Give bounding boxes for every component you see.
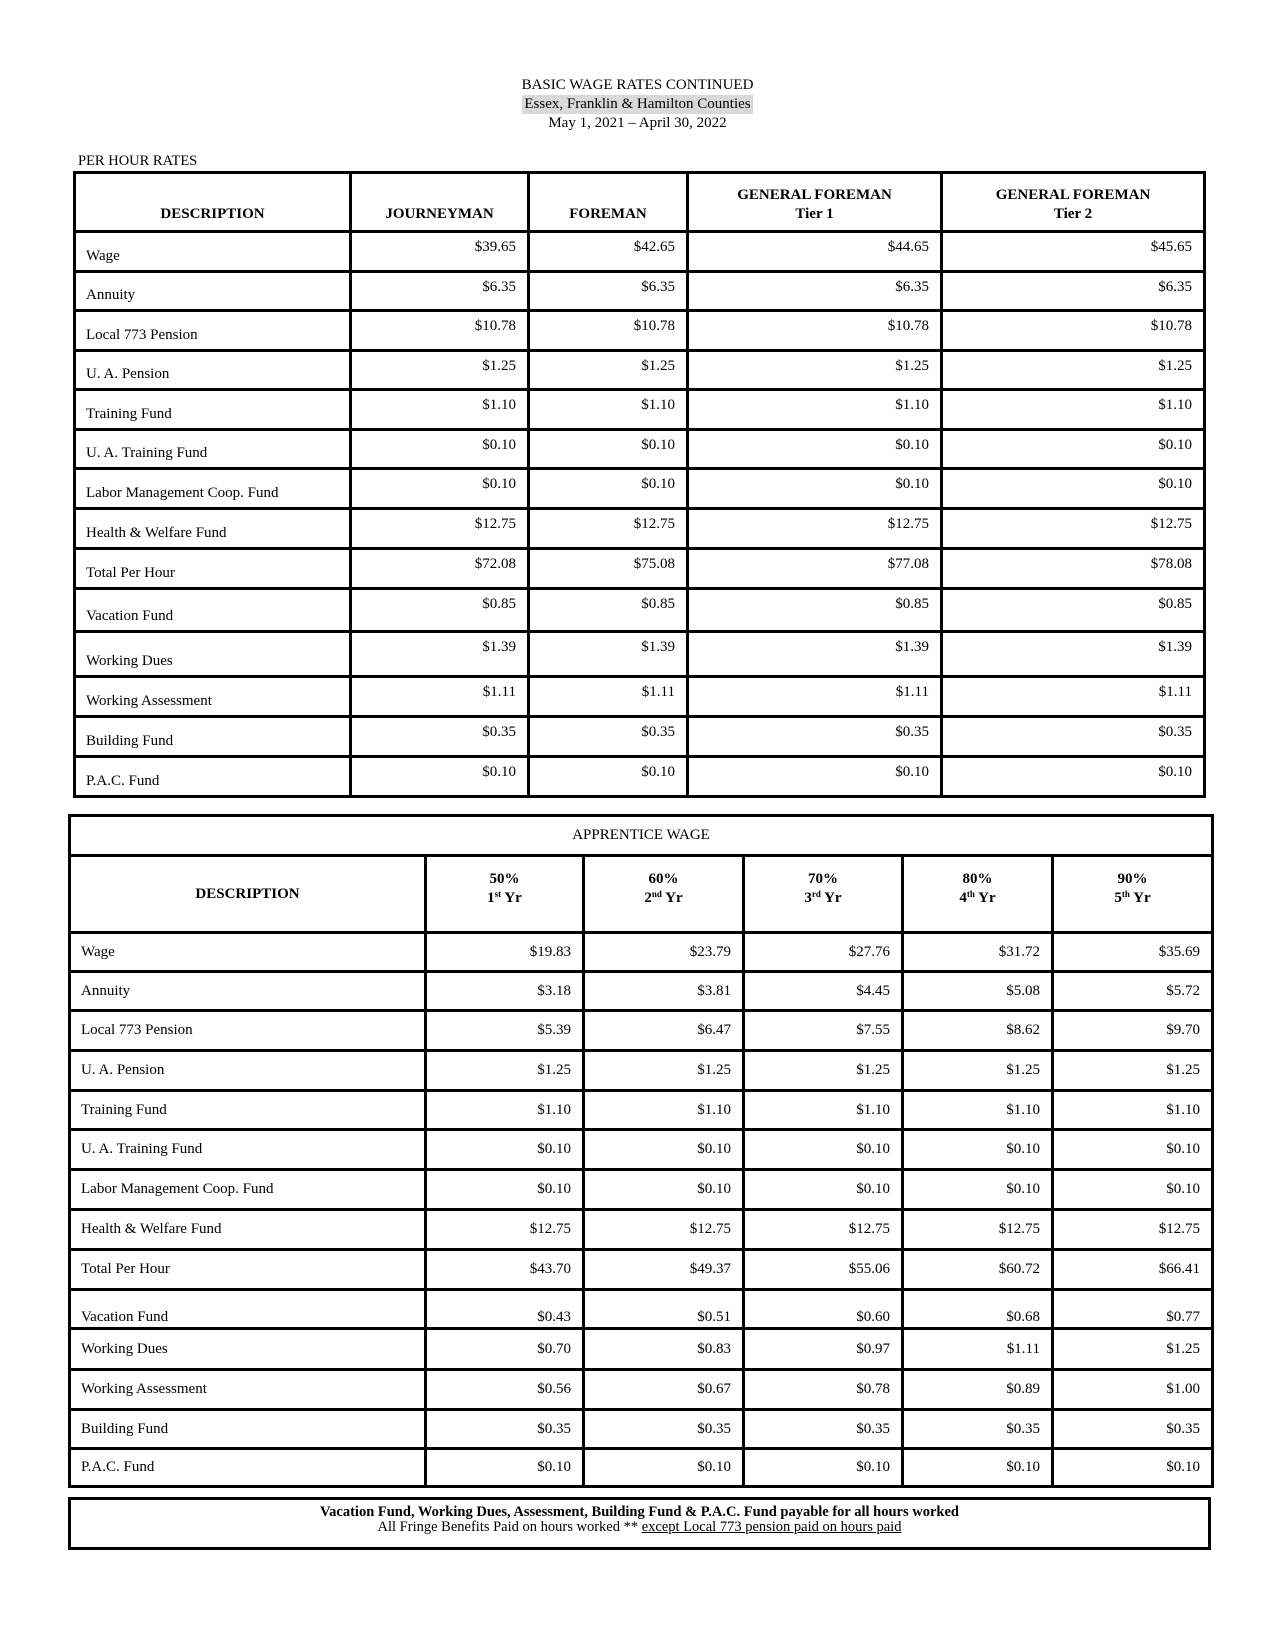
rate-cell: $23.79: [584, 933, 744, 972]
pct-label: 90%: [1117, 871, 1148, 887]
rate-cell: $1.10: [903, 1091, 1053, 1130]
row-label: Working Dues: [75, 632, 351, 677]
row-label: Training Fund: [70, 1091, 426, 1130]
rate-cell: $1.39: [529, 632, 688, 677]
table-row: [70, 1091, 1213, 1130]
rate-cell: $1.39: [688, 632, 942, 677]
row-label: Working Assessment: [70, 1370, 426, 1410]
table-header-row: [70, 856, 1213, 933]
row-label: U. A. Training Fund: [75, 430, 351, 469]
rate-cell: $1.25: [1053, 1329, 1213, 1370]
rate-cell: $66.41: [1053, 1250, 1213, 1290]
table-row: [75, 632, 1205, 677]
rate-cell: $0.10: [903, 1449, 1053, 1487]
rate-cell: $6.35: [942, 272, 1205, 311]
pct-label: 50%: [489, 871, 520, 887]
rate-cell: $12.75: [351, 509, 529, 549]
footnote-box: [68, 1497, 1211, 1550]
rate-cell: $19.83: [426, 933, 584, 972]
rate-cell: $0.10: [351, 430, 529, 469]
rate-cell: $6.35: [688, 272, 942, 311]
pct-label: 60%: [648, 871, 679, 887]
rate-cell: $10.78: [351, 311, 529, 351]
rate-cell: $0.35: [942, 717, 1205, 757]
per-hour-rates-label: PER HOUR RATES: [78, 153, 198, 169]
rate-cell: $0.35: [426, 1410, 584, 1449]
rate-cell: $0.35: [584, 1410, 744, 1449]
rate-cell: $0.35: [744, 1410, 903, 1449]
rate-cell: $1.25: [351, 351, 529, 390]
rate-cell: $12.75: [584, 1210, 744, 1250]
header-line: GENERAL FOREMAN: [995, 187, 1151, 203]
rate-cell: $1.25: [584, 1051, 744, 1091]
rate-cell: $1.25: [426, 1051, 584, 1091]
apprentice-wage-title: APPRENTICE WAGE: [70, 816, 1213, 856]
rate-cell: $0.10: [426, 1130, 584, 1170]
col-header-year-1: [426, 856, 584, 933]
col-header-general-foreman-tier2: [942, 173, 1205, 232]
rate-cell: $1.11: [942, 677, 1205, 717]
header-line: Tier 1: [795, 206, 834, 222]
table-row: [75, 390, 1205, 430]
footnote-underlined-text: except Local 773 pension paid on hours paid: [641, 1519, 902, 1535]
rate-cell: $0.10: [688, 469, 942, 509]
rate-cell: $3.18: [426, 972, 584, 1011]
year-num: 5: [1114, 890, 1122, 906]
rate-cell: $4.45: [744, 972, 903, 1011]
yr-label: Yr: [978, 890, 996, 906]
rate-cell: $0.10: [1053, 1130, 1213, 1170]
rate-cell: $72.08: [351, 549, 529, 589]
rate-cell: $12.75: [942, 509, 1205, 549]
region-highlight: Essex, Franklin & Hamilton Counties: [524, 96, 751, 112]
rate-cell: $0.10: [1053, 1449, 1213, 1487]
rate-cell: $0.10: [529, 430, 688, 469]
rate-cell: $27.76: [744, 933, 903, 972]
rate-cell: $0.10: [529, 757, 688, 797]
table-row: [75, 589, 1205, 632]
rate-cell: $49.37: [584, 1250, 744, 1290]
rate-cell: $0.67: [584, 1370, 744, 1410]
row-label: Working Dues: [70, 1329, 426, 1370]
rate-cell: $1.39: [942, 632, 1205, 677]
row-label: Training Fund: [75, 390, 351, 430]
row-label: U. A. Pension: [70, 1051, 426, 1091]
footnote-line-1: Vacation Fund, Working Dues, Assessment, Building Fund & P.A.C. Fund payable for all hours worked: [320, 1504, 959, 1520]
rate-cell: $35.69: [1053, 933, 1213, 972]
ordinal-suffix: nd: [651, 889, 662, 899]
col-header-journeyman: JOURNEYMAN: [351, 173, 529, 232]
row-label: Labor Management Coop. Fund: [75, 469, 351, 509]
rate-cell: $1.39: [351, 632, 529, 677]
year-num: 1: [487, 890, 495, 906]
rate-cell: $0.35: [351, 717, 529, 757]
yr-label: Yr: [1133, 890, 1151, 906]
rate-cell: $1.10: [584, 1091, 744, 1130]
row-label: Local 773 Pension: [75, 311, 351, 351]
rate-cell: $9.70: [1053, 1011, 1213, 1051]
rate-cell: $45.65: [942, 232, 1205, 272]
table-row: [75, 469, 1205, 509]
rate-cell: $0.10: [1053, 1170, 1213, 1210]
table-row: [75, 311, 1205, 351]
rate-cell: $0.10: [688, 757, 942, 797]
rate-cell: $1.10: [351, 390, 529, 430]
row-label: Building Fund: [70, 1410, 426, 1449]
table-row: [70, 1329, 1213, 1370]
apprentice-wage-table: [68, 814, 1214, 1488]
rate-cell: $0.10: [584, 1170, 744, 1210]
col-header-foreman: FOREMAN: [529, 173, 688, 232]
rate-cell: $0.10: [426, 1170, 584, 1210]
rate-cell: $5.08: [903, 972, 1053, 1011]
rate-cell: $0.10: [942, 469, 1205, 509]
rate-cell: $1.10: [942, 390, 1205, 430]
col-header-year-4: [903, 856, 1053, 933]
ordinal-suffix: th: [966, 889, 975, 899]
table-row: [75, 549, 1205, 589]
rate-cell: $42.65: [529, 232, 688, 272]
table-row: [70, 1290, 1213, 1329]
document-header: [0, 76, 1275, 133]
rate-cell: $0.68: [903, 1290, 1053, 1329]
ordinal-suffix: rd: [811, 889, 821, 899]
col-header-year-5: [1053, 856, 1213, 933]
table-row: [70, 1250, 1213, 1290]
row-label: Labor Management Coop. Fund: [70, 1170, 426, 1210]
rate-cell: $1.11: [351, 677, 529, 717]
row-label: Wage: [70, 933, 426, 972]
table-row: [70, 972, 1213, 1011]
row-label: Building Fund: [75, 717, 351, 757]
row-label: Local 773 Pension: [70, 1011, 426, 1051]
table-row: [75, 509, 1205, 549]
rate-cell: $5.39: [426, 1011, 584, 1051]
rate-cell: $1.25: [903, 1051, 1053, 1091]
date-range: May 1, 2021 – April 30, 2022: [548, 115, 727, 131]
table-row: [75, 677, 1205, 717]
table-row: [75, 232, 1205, 272]
table-row: [70, 1011, 1213, 1051]
rate-cell: $1.25: [1053, 1051, 1213, 1091]
footnote-text: All Fringe Benefits Paid on hours worked **: [377, 1519, 642, 1535]
row-label: Wage: [75, 232, 351, 272]
rate-cell: $39.65: [351, 232, 529, 272]
rate-cell: $0.10: [584, 1130, 744, 1170]
col-header-description: DESCRIPTION: [70, 856, 426, 933]
rate-cell: $1.10: [744, 1091, 903, 1130]
table-title-row: [70, 816, 1213, 856]
rate-cell: $31.72: [903, 933, 1053, 972]
rate-cell: $0.77: [1053, 1290, 1213, 1329]
header-line: Tier 2: [1053, 206, 1093, 222]
table-row: [75, 272, 1205, 311]
rate-cell: $1.10: [1053, 1091, 1213, 1130]
rate-cell: $1.11: [529, 677, 688, 717]
table-row: [75, 757, 1205, 797]
rate-cell: $75.08: [529, 549, 688, 589]
col-header-general-foreman-tier1: [688, 173, 942, 232]
rate-cell: $0.85: [942, 589, 1205, 632]
rate-cell: $60.72: [903, 1250, 1053, 1290]
rate-cell: $12.75: [1053, 1210, 1213, 1250]
rate-cell: $0.10: [744, 1130, 903, 1170]
rate-cell: $1.25: [942, 351, 1205, 390]
rate-cell: $0.10: [351, 757, 529, 797]
yr-label: Yr: [824, 890, 842, 906]
ordinal-suffix: th: [1121, 889, 1130, 899]
rate-cell: $43.70: [426, 1250, 584, 1290]
rate-cell: $1.25: [744, 1051, 903, 1091]
footnote-line-2: [71, 1520, 1208, 1535]
per-hour-rates-table: [73, 171, 1206, 798]
rate-cell: $12.75: [903, 1210, 1053, 1250]
col-header-year-2: [584, 856, 744, 933]
rate-cell: $0.10: [942, 757, 1205, 797]
rate-cell: $5.72: [1053, 972, 1213, 1011]
year-num: 3: [804, 890, 812, 906]
table-row: [70, 1170, 1213, 1210]
header-line: GENERAL FOREMAN: [737, 187, 892, 203]
rate-cell: $0.85: [688, 589, 942, 632]
table-row: [70, 1410, 1213, 1449]
table-row: [70, 1449, 1213, 1487]
document-title: BASIC WAGE RATES CONTINUED: [521, 77, 754, 93]
row-label: Health & Welfare Fund: [75, 509, 351, 549]
rate-cell: $12.75: [688, 509, 942, 549]
year-num: 4: [959, 890, 967, 906]
rate-cell: $7.55: [744, 1011, 903, 1051]
rate-cell: $0.10: [744, 1449, 903, 1487]
pct-label: 80%: [962, 871, 993, 887]
rate-cell: $0.10: [351, 469, 529, 509]
rate-cell: $1.10: [426, 1091, 584, 1130]
rate-cell: $0.35: [529, 717, 688, 757]
rate-cell: $12.75: [529, 509, 688, 549]
rate-cell: $10.78: [942, 311, 1205, 351]
table-row: [70, 1370, 1213, 1410]
rate-cell: $1.25: [688, 351, 942, 390]
rate-cell: $0.60: [744, 1290, 903, 1329]
rate-cell: $0.35: [903, 1410, 1053, 1449]
rate-cell: $0.10: [529, 469, 688, 509]
row-label: U. A. Training Fund: [70, 1130, 426, 1170]
row-label: U. A. Pension: [75, 351, 351, 390]
row-label: P.A.C. Fund: [70, 1449, 426, 1487]
table-row: [75, 717, 1205, 757]
yr-label: Yr: [504, 890, 522, 906]
rate-cell: $0.10: [744, 1170, 903, 1210]
rate-cell: $77.08: [688, 549, 942, 589]
row-label: Health & Welfare Fund: [70, 1210, 426, 1250]
col-header-year-3: [744, 856, 903, 933]
rate-cell: $12.75: [426, 1210, 584, 1250]
table-row: [70, 1051, 1213, 1091]
year-num: 2: [644, 890, 652, 906]
rate-cell: $3.81: [584, 972, 744, 1011]
rate-cell: $6.35: [351, 272, 529, 311]
rate-cell: $0.10: [903, 1170, 1053, 1210]
row-label: Total Per Hour: [70, 1250, 426, 1290]
col-header-description: DESCRIPTION: [75, 173, 351, 232]
table-row: [75, 430, 1205, 469]
rate-cell: $0.85: [529, 589, 688, 632]
rate-cell: $0.85: [351, 589, 529, 632]
rate-cell: $0.78: [744, 1370, 903, 1410]
rate-cell: $6.35: [529, 272, 688, 311]
rate-cell: $10.78: [529, 311, 688, 351]
rate-cell: $44.65: [688, 232, 942, 272]
table-row: [75, 351, 1205, 390]
rate-cell: $0.43: [426, 1290, 584, 1329]
rate-cell: $6.47: [584, 1011, 744, 1051]
rate-cell: $0.10: [942, 430, 1205, 469]
rate-cell: $55.06: [744, 1250, 903, 1290]
table-row: [70, 933, 1213, 972]
rate-cell: $0.10: [584, 1449, 744, 1487]
rate-cell: $1.11: [688, 677, 942, 717]
rate-cell: $0.51: [584, 1290, 744, 1329]
rate-cell: $0.35: [688, 717, 942, 757]
ordinal-suffix: st: [494, 889, 502, 899]
rate-cell: $10.78: [688, 311, 942, 351]
row-label: Total Per Hour: [75, 549, 351, 589]
row-label: Working Assessment: [75, 677, 351, 717]
rate-cell: $0.10: [688, 430, 942, 469]
rate-cell: $1.10: [529, 390, 688, 430]
row-label: Annuity: [70, 972, 426, 1011]
rate-cell: $0.70: [426, 1329, 584, 1370]
rate-cell: $0.83: [584, 1329, 744, 1370]
row-label: P.A.C. Fund: [75, 757, 351, 797]
rate-cell: $0.10: [426, 1449, 584, 1487]
row-label: Vacation Fund: [75, 589, 351, 632]
row-label: Annuity: [75, 272, 351, 311]
table-row: [70, 1210, 1213, 1250]
rate-cell: $1.00: [1053, 1370, 1213, 1410]
rate-cell: $1.10: [688, 390, 942, 430]
table-row: [70, 1130, 1213, 1170]
rate-cell: $1.25: [529, 351, 688, 390]
rate-cell: $8.62: [903, 1011, 1053, 1051]
rate-cell: $12.75: [744, 1210, 903, 1250]
pct-label: 70%: [808, 871, 838, 887]
rate-cell: $1.11: [903, 1329, 1053, 1370]
rate-cell: $0.89: [903, 1370, 1053, 1410]
rate-cell: $0.56: [426, 1370, 584, 1410]
rate-cell: $0.10: [903, 1130, 1053, 1170]
rate-cell: $0.35: [1053, 1410, 1213, 1449]
rate-cell: $78.08: [942, 549, 1205, 589]
yr-label: Yr: [665, 890, 683, 906]
row-label: Vacation Fund: [70, 1290, 426, 1329]
rate-cell: $0.97: [744, 1329, 903, 1370]
table-header-row: [75, 173, 1205, 232]
